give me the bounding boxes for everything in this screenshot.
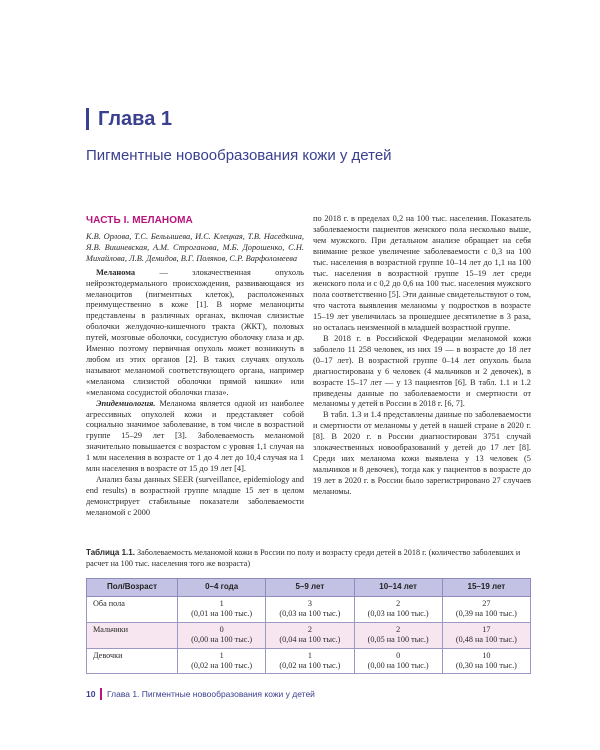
row-label-boys: Мальчики bbox=[87, 622, 178, 648]
cell-rate: (0,04 на 100 тыс.) bbox=[279, 635, 341, 645]
table-cell bbox=[266, 622, 354, 648]
table-cell bbox=[266, 597, 354, 623]
cell-rate: (0,00 на 100 тыс.) bbox=[367, 661, 429, 671]
term-melanoma: Меланома bbox=[96, 267, 136, 277]
paragraph-text: Меланома является одной из наиболее агрессивных опухолей кожи и представляет собой социально значимое заболевание, в том числе в возрастной группе 15–29 лет [3]. Заболеваемость меланомой значительно повышается с возрастом с уровня 1,1 случая на 1 млн населения в возрасте от 1 до 4 лет до 10,4 случая на 1 млн населения в возрасте от 15 до 19 лет [4]. bbox=[86, 398, 304, 474]
header-age-15-19: 15–19 лет bbox=[442, 579, 530, 597]
table-cell bbox=[354, 648, 442, 674]
cell-count: 1 bbox=[307, 650, 312, 660]
cell-rate: (0,02 на 100 тыс.) bbox=[191, 661, 253, 671]
cell-count: 0 bbox=[219, 624, 224, 634]
cell-count: 2 bbox=[396, 599, 401, 608]
incidence-table bbox=[86, 578, 531, 674]
cell-count: 0 bbox=[396, 650, 401, 660]
paragraph-incidence-continued: по 2018 г. в пределах 0,2 на 100 тыс. населения. Показатель заболеваемости пациентов женского пола несколько выше, чем мужского. При детальном анализе обращает на себя внимание резкое увеличение заболеваемости с 0,3 на 100 тыс. населения в возрастной группе 10–14 лет до 1,1 на 100 тыс. населения в возрастной группе 15–19 лет среди женского пола и с 0,2 до 0,6 на 100 тыс. населения мужского пола соответственно [5]. Эти данные свидетельствуют о том, что частота выявления меланомы у подростков в возрасте 15–19 лет увеличилась за прошедшее десятилетие в 3 раза, но осталась неизменной в младшей возрастной группе. bbox=[313, 214, 531, 333]
cell-rate: (0,05 на 100 тыс.) bbox=[367, 635, 429, 645]
cell-rate: (0,03 на 100 тыс.) bbox=[367, 609, 429, 619]
paragraph-russia-2018: В 2018 г. в Российской Федерации меланомой кожи заболело 11 258 человек, из них 19 — в возрасте до 18 лет (0–17 лет). В возрастной группе 0–14 лет опухоль была диагностирована у 6 человек (4 мальчиков и 2 девочек), в возрасте 15–17 лет — у 13 пациентов [6]. В табл. 1.1 и 1.2 приведены данные по заболеваемости и смертности от меланомы у детей в России в 2018 г. [6, 7]. bbox=[313, 333, 531, 409]
chapter-accent-bar bbox=[86, 108, 89, 130]
table-cell bbox=[442, 597, 530, 623]
cell-rate: (0,01 на 100 тыс.) bbox=[191, 609, 253, 619]
cell-count: 3 bbox=[307, 599, 312, 608]
table-cell bbox=[354, 597, 442, 623]
table-row bbox=[87, 648, 531, 674]
cell-count: 1 bbox=[219, 650, 224, 660]
table-caption bbox=[86, 548, 531, 569]
page-footer bbox=[86, 687, 531, 701]
paragraph-melanoma-definition bbox=[86, 268, 304, 399]
row-label-both: Оба пола bbox=[87, 597, 178, 623]
header-sex-age: Пол/Возраст bbox=[87, 579, 178, 597]
row-label-girls: Девочки bbox=[87, 648, 178, 674]
paragraph-russia-2020: В табл. 1.3 и 1.4 представлены данные по заболеваемости и смертности от меланомы у детей в нашей стране в 2020 г. [8]. В 2020 г. в России диагностирован 3751 случай злокачественных новообразований у детей до 17 лет [8]. Среди них меланома кожи выявлена у 13 человек (5 мальчиков и 8 девочек), тогда как у пациентов в возрасте до 19 лет в 2020 г. в России было зарегистрировано 27 случаев меланомы. bbox=[313, 410, 531, 496]
paragraph-epidemiology bbox=[86, 399, 304, 475]
chapter-subtitle: Пигментные новообразования кожи у детей bbox=[86, 147, 392, 164]
cell-count: 2 bbox=[307, 624, 312, 634]
table-cell bbox=[442, 648, 530, 674]
cell-count: 10 bbox=[482, 650, 491, 660]
cell-rate: (0,39 на 100 тыс.) bbox=[455, 609, 517, 619]
table-cell bbox=[178, 597, 266, 623]
cell-count: 2 bbox=[396, 624, 401, 634]
header-age-10-14: 10–14 лет bbox=[354, 579, 442, 597]
cell-count: 17 bbox=[482, 624, 491, 634]
paragraph-seer: Анализ базы данных SEER (surveillance, epidemiology and end results) в возрастной группе младше 15 лет в целом демонстрирует стабильные показатели заболеваемости меланомой с 2000 bbox=[86, 474, 304, 517]
header-age-5-9: 5–9 лет bbox=[266, 579, 354, 597]
cell-count: 1 bbox=[219, 599, 224, 608]
table-cell bbox=[178, 648, 266, 674]
term-epidemiology: Эпидемиология. bbox=[96, 398, 156, 408]
table-cell bbox=[442, 622, 530, 648]
table-header-row bbox=[87, 579, 531, 597]
table-label: Таблица 1.1. bbox=[86, 548, 135, 557]
paragraph-text: — злокачественная опухоль нейроэктодермального происхождения, развивающаяся из меланоцитов (пигментных клеток), расположенных преимущественно в коже [1]. В норме меланоциты представлены в различных органах, включая слизистые оболочки желудочно-кишечного тракта (ЖКТ), половых путей, мозговые оболочки, сосудистую оболочку глаза и др. Именно поэтому первичная опухоль может возникнуть в любом из этих органов [2]. В таких случаях опухоль называют меланомой соответствующего органа, например «меланома слизистой оболочки прямой кишки» или «меланома сосудистой оболочки глаза». bbox=[86, 267, 304, 397]
cell-rate: (0,02 на 100 тыс.) bbox=[279, 661, 341, 671]
table-cell bbox=[354, 622, 442, 648]
table-row bbox=[87, 622, 531, 648]
table-cell bbox=[266, 648, 354, 674]
cell-count: 27 bbox=[482, 599, 491, 608]
cell-rate: (0,00 на 100 тыс.) bbox=[191, 635, 253, 645]
table-cell bbox=[178, 622, 266, 648]
part-title: ЧАСТЬ I. МЕЛАНОМА bbox=[86, 215, 193, 226]
cell-rate: (0,30 на 100 тыс.) bbox=[455, 661, 517, 671]
table-row bbox=[87, 597, 531, 623]
left-text-column bbox=[86, 214, 304, 519]
right-text-column bbox=[313, 214, 531, 498]
table-caption-text: Заболеваемость меланомой кожи в России по полу и возрасту среди детей в 2018 г. (количество заболевших и расчет на 100 тыс. населения того же возраста) bbox=[86, 548, 521, 568]
authors-list: К.В. Орлова, Т.С. Бельышева, И.С. Клецкая, Т.В. Наседкина, Я.В. Вишневская, А.М. Строганова, М.Б. Дорошенко, С.Н. Михайлова, Л.В. Демидов, В.Г. Поляков, С.Р. Варфоломеева bbox=[86, 232, 304, 263]
header-age-0-4: 0–4 года bbox=[178, 579, 266, 597]
running-title: Глава 1. Пигментные новообразования кожи у детей bbox=[107, 689, 315, 699]
page-number: 10 bbox=[86, 689, 96, 699]
footer-divider bbox=[100, 688, 102, 700]
cell-rate: (0,48 на 100 тыс.) bbox=[455, 635, 517, 645]
cell-rate: (0,03 на 100 тыс.) bbox=[279, 609, 341, 619]
chapter-title: Глава 1 bbox=[98, 108, 173, 130]
